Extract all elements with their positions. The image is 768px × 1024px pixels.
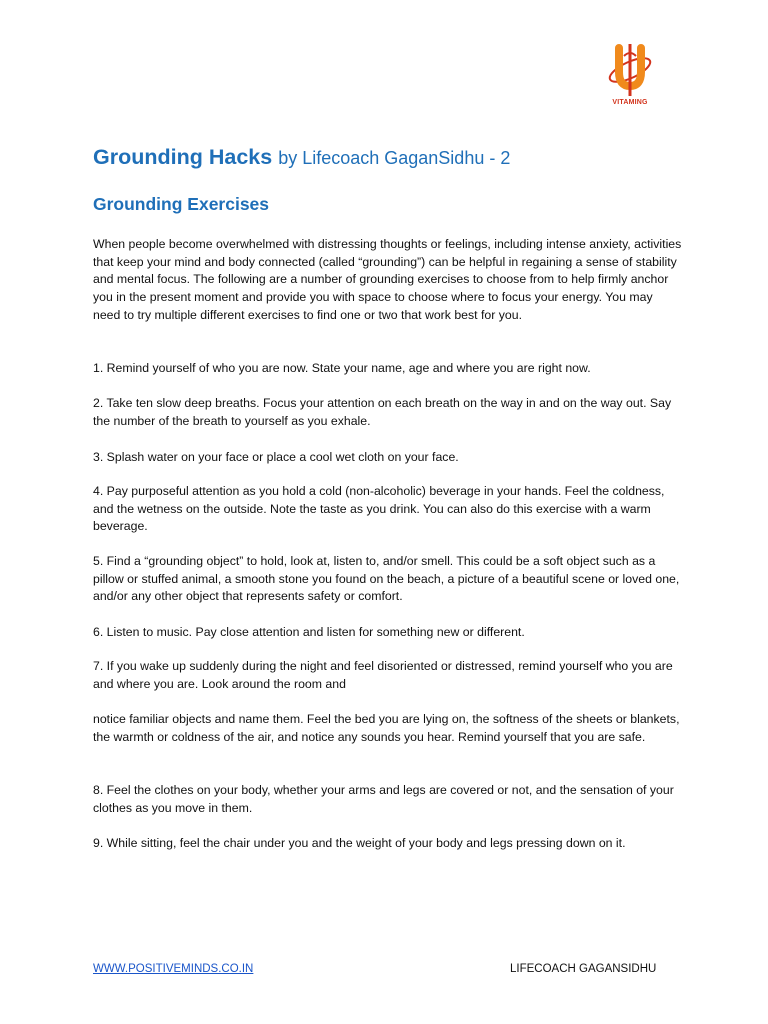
- vitaming-logo: [600, 42, 660, 112]
- website-link[interactable]: WWW.POSITIVEMINDS.CO.IN: [93, 963, 254, 975]
- exercise-item-3: 3. Splash water on your face or place a cool wet cloth on your face.: [93, 450, 459, 464]
- exercise-item-7: 7. If you wake up suddenly during the night and feel disoriented or distressed, remind yourself who you are and where you are. Look around the room and: [93, 659, 673, 691]
- exercise-item-2: 2. Take ten slow deep breaths. Focus your attention on each breath on the way in and on the way out. Say the number of the breath to yourself as you exhale.: [93, 396, 672, 428]
- exercise-item-6: 6. Listen to music. Pay close attention and listen for something new or different.: [93, 625, 525, 639]
- title-byline: by Lifecoach GaganSidhu - 2: [278, 148, 511, 168]
- exercise-item-5: 5. Find a “grounding object” to hold, look at, listen to, and/or smell. This could be a soft object such as a pillow or stuffed animal, a smooth stone you found on the beach, a picture of a beautiful scene or loved one, and/or any other object that represents safety or comfort.: [93, 554, 680, 604]
- exercise-item-8: 8. Feel the clothes on your body, whether your arms and legs are covered or not, and the sensation of your clothes as you move in them.: [93, 783, 674, 815]
- page-title: [93, 145, 713, 170]
- section-heading: Grounding Exercises: [93, 194, 270, 214]
- footer-author: LIFECOACH GAGANSIDHU: [510, 963, 657, 975]
- exercise-item-1: 1. Remind yourself of who you are now. State your name, age and where you are right now.: [93, 361, 591, 375]
- vitaming-logo-icon: [600, 42, 660, 100]
- intro-paragraph: When people become overwhelmed with distressing thoughts or feelings, including intense anxiety, activities that keep your mind and body connected (called “grounding”) can be helpful in regaining a sense of stability and mental focus. The following are a number of grounding exercises to choose from to help firmly anchor you in the present moment and provide you with space to choose where to focus your energy. You may need to try multiple different exercises to find one or two that work best for you.: [93, 237, 682, 322]
- exercise-item-7-continued: notice familiar objects and name them. Feel the bed you are lying on, the softness of the sheets or blankets, the warmth or coldness of the air, and notice any sounds you hear. Remind yourself that you are safe.: [93, 712, 680, 744]
- logo-label: VITAMING: [612, 99, 648, 106]
- title-main: Grounding Hacks: [93, 145, 273, 169]
- exercise-item-9: 9. While sitting, feel the chair under you and the weight of your body and legs pressing down on it.: [93, 836, 626, 850]
- exercise-item-4: 4. Pay purposeful attention as you hold a cold (non-alcoholic) beverage in your hands. Feel the coldness, and the wetness on the outside. Note the taste as you drink. You can also do this exercise with a warm beverage.: [93, 484, 665, 534]
